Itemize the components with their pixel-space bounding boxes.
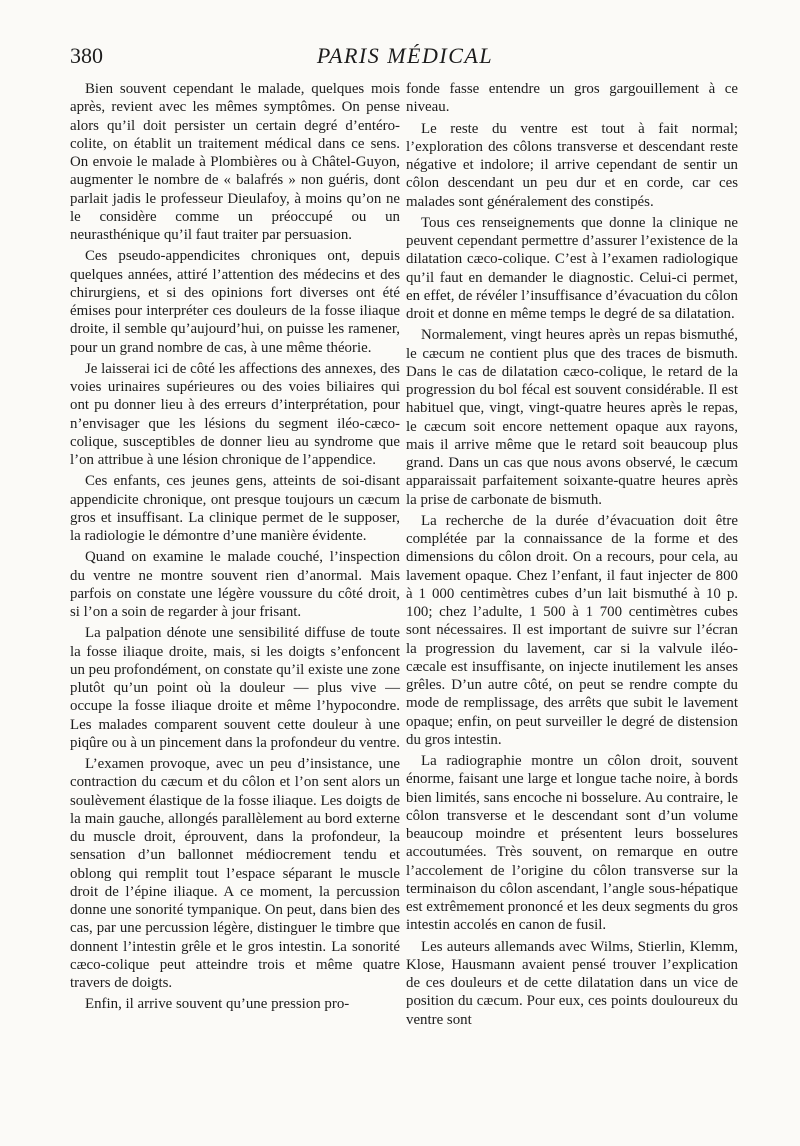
paragraph: Je laisserai ici de côté les affections des annexes, des voies urinaires supérieures ou des voies biliaires qui ont pu donner lieu à des erreurs d’interprétation, pour n’envisager que les lésions du segment iléo-cæco-colique, susceptibles de donner lieu au syndrome que l’on attribue à une lésion chronique de l’appendice. (70, 360, 400, 468)
paragraph: Normalement, vingt heures après un repas bismuthé, le cæcum ne contient plus que des traces de bismuth. Dans le cas de dilatation cæco-colique, le retard de la progression du bol fécal est souvent considérable. Il est habituel que, vingt, vingt-quatre heures après le repas, le cæcum soit encore nettement opaque aux rayons, mais il arrive même que le retard soit beaucoup plus grand. Dans un cas que nous avons observé, le cæcum apparaissait parfaitement soixante-quatre heures après la prise de carbonate de bismuth. (406, 327, 738, 508)
paragraph: La recherche de la durée d’évacuation doit être complétée par la connaissance de la forme et des dimensions du côlon droit. On a recours, pour cela, au lavement opaque. Chez l’enfant, il faut injecter de 800 à 1 000 centimètres cubes d’un lait bismuthé à 10 p. 100; chez l’adulte, 1 500 à 1 700 centimètres cubes sont nécessaires. Il est important de suivre sur l’écran la progression du lavement, car si la valvule iléo-cæcale est insuffisante, on injecte inutilement les anses grêles. D’un autre côté, on peut se rendre compte du mode de remplissage, des arrêts que subit le lavement opaque; enfin, on peut surveiller le degré de distension du gros intestin. (406, 512, 738, 748)
paragraph: Ces enfants, ces jeunes gens, atteints de soi-disant appendicite chronique, ont presque toujours un cæcum gros et insuffisant. La clinique permet de le supposer, la radiologie le démontre d’une manière évidente. (70, 473, 400, 544)
paragraph: Ces pseudo-appendicites chroniques ont, depuis quelques années, attiré l’attention des médecins et des chirurgiens, et si des opinions fort diverses ont été émises pour interpréter ces douleurs de la fosse iliaque droite, il semble qu’aujourd’hui, on puisse les ramener, pour un grand nombre de cas, à une même théorie. (70, 248, 400, 356)
paragraph: Enfin, il arrive souvent qu’une pression pro- (85, 996, 350, 1013)
paragraph: La palpation dénote une sensibilité diffuse de toute la fosse iliaque droite, mais, si les doigts s’enfoncent un peu profondément, on constate qu’il existe une zone plutôt qu’un point où la douleur — plus vive — occupe la fosse iliaque droite et même l’hypocondre. Les malades comparent souvent cette douleur à une piqûre ou à un pincement dans la profondeur du ventre. (70, 625, 400, 751)
page-header (70, 43, 740, 73)
paragraph: Bien souvent cependant le malade, quelques mois après, revient avec les mêmes symptômes. On pense alors qu’il doit persister un certain degré d’entéro-colite, on établit un traitement médical dans ce sens. On envoie le malade à Plombières ou à Châtel-Guyon, augmenter le nombre de « balafrés » non guéris, dont parlait jadis le professeur Dieulafoy, à moins qu’on ne le considère comme un préoccupé ou un neurasthénique qu’il faut traiter par persuasion. (70, 81, 400, 243)
paragraph-continuation: fonde fasse entendre un gros gargouillement à ce niveau. (406, 81, 738, 116)
left-column (70, 80, 400, 1017)
paragraph: Les auteurs allemands avec Wilms, Stierlin, Klemm, Klose, Hausmann avaient pensé trouver l’explication de ces douleurs et de cette dilatation dans un vice de position du cæcum. Pour eux, ces points douloureux du ventre sont (406, 938, 738, 1028)
running-title: PARIS MÉDICAL (316, 43, 494, 68)
paragraph: Le reste du ventre est tout à fait normal; l’exploration des côlons transverse et descendant reste négative et indolore; il arrive cependant de sentir un côlon descendant un peu dur et en corde, car ces malades sont généralement des constipés. (406, 120, 738, 210)
paragraph: Tous ces renseignements que donne la clinique ne peuvent cependant permettre d’assurer l’existence de la dilatation cæco-colique. C’est à l’examen radiologique qu’il faut en demander le diagnostic. Celui-ci permet, en effet, de révéler l’insuffisance d’évacuation du côlon droit et donne en même temps le degré de sa dilatation. (406, 214, 738, 322)
page-number: 380 (70, 43, 103, 68)
right-column (406, 80, 738, 1032)
paragraph: Quand on examine le malade couché, l’inspection du ventre ne montre souvent rien d’anormal. Mais parfois on constate une légère voussure du côté droit, si l’on a soin de regarder à jour frisant. (70, 549, 400, 620)
paragraph: L’examen provoque, avec un peu d’insistance, une contraction du cæcum et du côlon et l’on sent alors un soulèvement élastique de la fosse iliaque. Les doigts de la main gauche, allongés parallèlement au bord externe du muscle droit, éprouvent, dans la profondeur, la sensation d’un ballonnet médiocrement tendu et oblong qui remplit tout l’espace séparant le muscle droit de l’épine iliaque. A ce moment, la percussion donne une sonorité tympanique. On peut, dans bien des cas, par une percussion légère, distinguer le timbre que donnent l’intestin grêle et le gros intestin. La sonorité cæco-colique peut atteindre trois et même quatre travers de doigts. (70, 756, 401, 991)
paragraph: La radiographie montre un côlon droit, souvent énorme, faisant une large et longue tache noire, à bords bien limités, sans encoche ni bosselure. Au contraire, le côlon transverse et le descendant sont d’un volume beaucoup moindre et présentent leurs bosselures accoutumées. Très souvent, on remarque en outre l’accolement de l’origine du côlon transverse sur la terminaison du côlon ascendant, l’angle sous-hépatique est extrêmement prononcé et les deux segments du gros intestin accolés en canon de fusil. (406, 753, 738, 934)
